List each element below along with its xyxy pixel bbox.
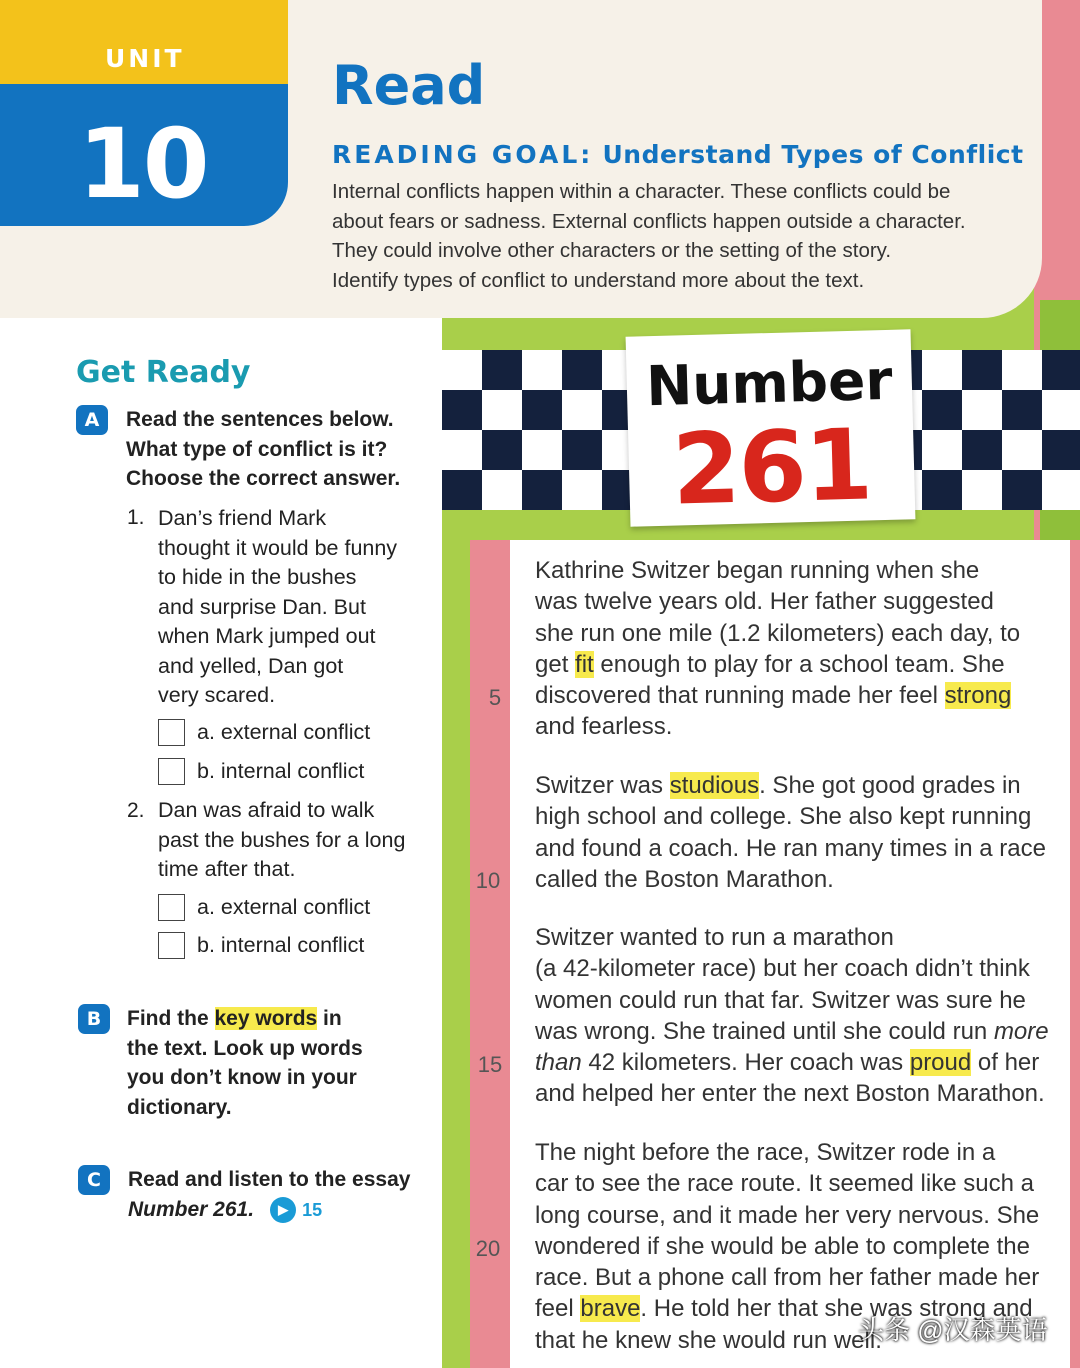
story-text: . He told her that she was strong and xyxy=(640,1295,1033,1323)
story-text: of her xyxy=(971,1049,1040,1077)
audio-track-number: 15 xyxy=(302,1199,323,1220)
line-number: 20 xyxy=(475,1236,501,1261)
story-text: than xyxy=(535,1049,582,1077)
reading-goal-title: Understand Types of Conflict xyxy=(602,140,1024,169)
unit-label: UNIT xyxy=(105,44,185,73)
instruction-fragment: in xyxy=(317,1007,342,1030)
option-label: a. external conflict xyxy=(197,895,371,919)
story-line xyxy=(535,833,1046,864)
story-line xyxy=(535,1047,1049,1078)
story-title-number: 261 xyxy=(670,408,873,528)
story-text: car to see the race route. It seemed like such a xyxy=(535,1170,1034,1198)
task-b-instructions xyxy=(127,1004,363,1122)
story-line xyxy=(535,1262,1039,1293)
item-line: thought it would be funny xyxy=(158,535,398,560)
goal-text-line: about fears or sadness. External conflicts happen outside a character. xyxy=(332,209,966,233)
instruction-line: you don’t know in your xyxy=(127,1066,357,1089)
item-number: 2. xyxy=(127,799,145,822)
story-line xyxy=(535,586,1020,617)
item-1-option-a-checkbox[interactable] xyxy=(158,719,185,746)
item-2-option-a-checkbox[interactable] xyxy=(158,894,185,921)
story-text: and fearless. xyxy=(535,713,673,741)
instruction-line: What type of conflict is it? xyxy=(126,437,388,461)
goal-text-line: They could involve other characters or the setting of the story. xyxy=(332,239,892,262)
story-line xyxy=(535,922,1049,953)
key-words-highlight: key words xyxy=(214,1007,318,1030)
instruction-line: dictionary. xyxy=(127,1095,232,1119)
task-c-instructions xyxy=(128,1165,410,1224)
story-text: enough to play for a school team. She xyxy=(593,650,1005,678)
watermark: 头条 @汉森英语 xyxy=(858,1315,1048,1345)
task-a-instructions xyxy=(126,405,400,494)
story-text: was wrong. She trained until she could run xyxy=(535,1017,994,1045)
option-label: a. external conflict xyxy=(197,720,371,744)
item-line: when Mark jumped out xyxy=(158,624,376,648)
story-text: long course, and it made her very nervous. She xyxy=(535,1201,1040,1229)
story-text: she run one mile (1.2 kilometers) each day, to xyxy=(535,619,1021,647)
item-line: and surprise Dan. But xyxy=(158,594,366,619)
line-number: 5 xyxy=(488,685,502,710)
option-label: b. internal conflict xyxy=(197,759,365,783)
item-line: very scared. xyxy=(158,683,276,707)
line-number: 15 xyxy=(477,1052,503,1077)
task-c-badge: C xyxy=(78,1165,110,1195)
story-title-word: Number xyxy=(645,347,894,419)
item-1-option-b-checkbox[interactable] xyxy=(158,758,185,785)
goal-text-line: Internal conflicts happen within a character. These conflicts could be xyxy=(332,180,951,203)
story-line xyxy=(535,801,1046,832)
race-bib-sign xyxy=(626,329,916,526)
line-number: 10 xyxy=(475,868,501,893)
item-2-option-b-checkbox[interactable] xyxy=(158,932,185,959)
story-line xyxy=(535,1016,1049,1047)
item-line: time after that. xyxy=(158,857,296,881)
story-line xyxy=(535,649,1020,680)
instruction-line: Read the sentences below. xyxy=(126,408,394,431)
instruction-line xyxy=(127,1004,363,1034)
story-line xyxy=(535,770,1046,801)
story-text: Kathrine Switzer began running when she xyxy=(535,557,980,584)
story-text: and found a coach. He ran many times in a race xyxy=(535,834,1046,862)
vocabulary-highlight: brave xyxy=(580,1295,641,1323)
vocabulary-highlight: strong xyxy=(944,682,1012,710)
reading-goal-text xyxy=(332,177,1012,295)
vocabulary-highlight: fit xyxy=(575,650,594,678)
option-label: b. internal conflict xyxy=(197,933,365,957)
story-text: feel xyxy=(535,1295,581,1323)
story-line xyxy=(535,555,1020,586)
item-line: and yelled, Dan got xyxy=(158,653,344,678)
story-line xyxy=(535,1168,1039,1199)
story-text: get xyxy=(535,650,576,678)
instruction-line: Read and listen to the essay xyxy=(128,1168,411,1191)
item-2-text xyxy=(158,796,405,885)
story-text: Switzer was xyxy=(535,772,670,799)
item-number: 1. xyxy=(127,506,145,529)
item-line: past the bushes for a long xyxy=(158,827,406,852)
instruction-line: Choose the correct answer. xyxy=(126,467,401,490)
story-line xyxy=(535,953,1049,984)
story-paragraph-2 xyxy=(535,770,1046,895)
item-line: to hide in the bushes xyxy=(158,565,357,589)
story-text: high school and college. She also kept running xyxy=(535,803,1032,831)
story-line xyxy=(535,618,1020,649)
story-line xyxy=(535,864,1046,895)
item-line: Dan’s friend Mark xyxy=(158,506,327,530)
story-text: wondered if she would be able to complete the xyxy=(535,1232,1030,1260)
reading-goal-label: READING GOAL: xyxy=(332,140,594,169)
instruction-fragment: Find the xyxy=(127,1007,215,1030)
story-text: more xyxy=(993,1017,1049,1045)
story-line xyxy=(535,1231,1039,1262)
story-text: discovered that running made her feel xyxy=(535,682,945,710)
story-line xyxy=(535,1200,1039,1231)
story-text: that he knew she would run well. xyxy=(535,1326,882,1354)
story-text: 42 kilometers. Her coach was xyxy=(581,1049,910,1077)
speaker-icon[interactable]: ▶ xyxy=(270,1197,296,1223)
task-b-badge: B xyxy=(78,1004,110,1034)
vocabulary-highlight: studious xyxy=(669,772,760,799)
vocabulary-highlight: proud xyxy=(909,1049,972,1077)
story-paragraph-3 xyxy=(535,922,1049,1110)
essay-title: Number 261. xyxy=(128,1197,255,1221)
item-line: Dan was afraid to walk xyxy=(158,798,375,822)
story-text: and helped her enter the next Boston Marathon. xyxy=(535,1080,1045,1108)
get-ready-heading: Get Ready xyxy=(76,355,251,390)
page-header xyxy=(0,0,1042,318)
instruction-line: the text. Look up words xyxy=(127,1036,363,1060)
story-line xyxy=(535,680,1020,711)
unit-number: 10 xyxy=(78,108,208,220)
story-text: women could run that far. Switzer was sure he xyxy=(535,986,1026,1014)
page-title: Read xyxy=(332,54,486,117)
story-line xyxy=(535,711,1020,742)
story-text: . She got good grades in xyxy=(759,772,1021,799)
story-line xyxy=(535,1137,1039,1168)
story-text: race. But a phone call from her father made her xyxy=(535,1264,1040,1292)
story-text: Switzer wanted to run a marathon xyxy=(535,924,894,951)
task-a-badge: A xyxy=(76,405,108,435)
reading-goal-heading xyxy=(332,140,1024,169)
story-text: (a 42-kilometer race) but her coach didn’t think xyxy=(535,955,1030,983)
story-line xyxy=(535,1078,1049,1109)
story-text: called the Boston Marathon. xyxy=(535,865,834,893)
item-1-text xyxy=(158,504,397,711)
story-paragraph-1 xyxy=(535,555,1020,743)
story-line xyxy=(535,985,1049,1016)
goal-text-line: Identify types of conflict to understand more about the text. xyxy=(332,268,865,292)
story-text: was twelve years old. Her father suggested xyxy=(535,588,994,616)
story-text: The night before the race, Switzer rode in a xyxy=(535,1139,996,1166)
instruction-line xyxy=(128,1195,410,1225)
